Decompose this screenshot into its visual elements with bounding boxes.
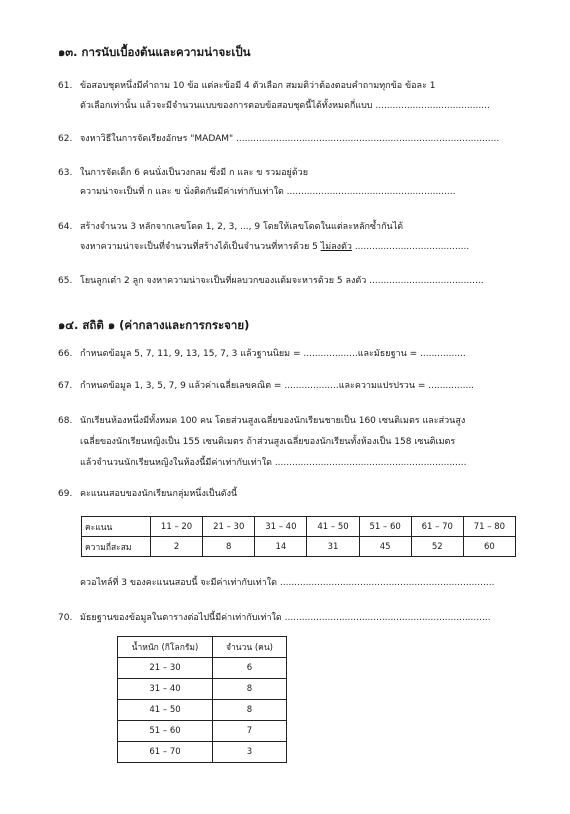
question-63 xyxy=(58,167,308,179)
score-frequency-table xyxy=(81,516,516,557)
question-64-line2 xyxy=(80,241,469,253)
question-number: 64. xyxy=(58,222,73,232)
table-cell: 21 – 30 xyxy=(118,658,213,679)
table-cell: 61 – 70 xyxy=(118,742,213,763)
table-cell: 7 xyxy=(213,721,287,742)
question-number: 67. xyxy=(58,381,73,391)
question-61 xyxy=(58,80,436,92)
question-61-line2: ตัวเลือกเท่านั้น แล้วจะมีจำนวนแบบของการตอบข้อสอบชุดนี้ได้ทั้งหมดกี่แบบ ........................................ xyxy=(80,101,490,111)
table-cell: 21 – 30 xyxy=(203,517,255,537)
table-cell: 11 – 20 xyxy=(151,517,203,537)
table-row xyxy=(118,700,287,721)
table-cell: 52 xyxy=(411,537,463,557)
table-cell: 61 – 70 xyxy=(411,517,463,537)
section-13-heading: ๑๓. การนับเบื้องต้นและความน่าจะเป็น xyxy=(58,45,251,59)
table-cell: 8 xyxy=(213,679,287,700)
table-cell: 41 – 50 xyxy=(307,517,359,537)
table-row xyxy=(118,742,287,763)
question-number: 62. xyxy=(58,134,73,144)
question-text-line: จงหาวิธีในการจัดเรียงอักษร "MADAM" ............................................................................................ xyxy=(80,134,500,144)
question-65 xyxy=(58,275,484,287)
table-row xyxy=(118,679,287,700)
table-row xyxy=(118,721,287,742)
section-14-heading: ๑๔. สถิติ ๑ (ค่ากลางและการกระจาย) xyxy=(58,318,250,332)
table-header-count: จำนวน (คน) xyxy=(213,637,287,658)
question-number: 69. xyxy=(58,489,73,499)
question-text-line: สร้างจำนวน 3 หลักจากเลขโดด 1, 2, 3, ..., 9 โดยให้เลขโดดในแต่ละหลักซ้ำกันได้ xyxy=(80,222,404,232)
table-cell: 3 xyxy=(213,742,287,763)
table-cell: 41 – 50 xyxy=(118,700,213,721)
question-70 xyxy=(58,612,491,624)
question-text-line: กำหนดข้อมูล 5, 7, 11, 9, 13, 15, 7, 3 แล้วฐานนิยม = ...................และมัธยฐาน = ................ xyxy=(80,349,466,359)
table-header-weight: น้ำหนัก (กิโลกรัม) xyxy=(118,637,213,658)
table-row xyxy=(118,637,287,658)
question-text-line: คะแนนสอบของนักเรียนกลุ่มหนึ่งเป็นดังนี้ xyxy=(80,489,238,499)
table-cell: 71 – 80 xyxy=(463,517,515,537)
table-header-cumulative-frequency: ความถี่สะสม xyxy=(82,537,151,557)
question-text-segment: จงหาความน่าจะเป็นที่จำนวนที่สร้างได้เป็นจำนวนที่หารด้วย 5 xyxy=(80,242,321,252)
question-text-line: นักเรียนห้องหนึ่งมีทั้งหมด 100 คน โดยส่วนสูงเฉลี่ยของนักเรียนชายเป็น 160 เซนติเมตร และส่วนสูง xyxy=(80,416,466,426)
table-cell: 45 xyxy=(359,537,411,557)
answer-blank: ........................................ xyxy=(351,242,470,252)
question-68 xyxy=(58,415,465,427)
table-cell: 51 – 60 xyxy=(359,517,411,537)
question-number: 66. xyxy=(58,349,73,359)
question-text-line: กำหนดข้อมูล 1, 3, 5, 7, 9 แล้วค่าเฉลี่ยเลขคณิต = ...................และความแปรปรวน = ................ xyxy=(80,381,475,391)
table-cell: 14 xyxy=(255,537,307,557)
table-cell: 8 xyxy=(203,537,255,557)
table-cell: 31 – 40 xyxy=(255,517,307,537)
table-row xyxy=(82,517,516,537)
question-64 xyxy=(58,221,403,233)
question-text-line: ข้อสอบชุดหนึ่งมีคำถาม 10 ข้อ แต่ละข้อมี 4 ตัวเลือก สมมติว่าต้องตอบคำถามทุกข้อ ข้อละ 1 xyxy=(80,81,436,91)
table-row xyxy=(118,658,287,679)
question-69-after: ควอไทล์ที่ 3 ของคะแนนสอบนี้ จะมีค่าเท่ากับเท่าใด ........................................................................... xyxy=(80,578,495,588)
table-cell: 6 xyxy=(213,658,287,679)
question-number: 70. xyxy=(58,613,73,623)
question-67 xyxy=(58,380,474,392)
question-number: 68. xyxy=(58,416,73,426)
question-text-line: มัธยฐานของข้อมูลในตารางต่อไปนี้มีค่าเท่ากับเท่าใด ........................................................................ xyxy=(80,613,491,623)
question-text-line: ในการจัดเด็ก 6 คนนั่งเป็นวงกลม ซึ่งมี ก และ ข รวมอยู่ด้วย xyxy=(80,168,308,178)
question-68-line3: แล้วจำนวนนักเรียนหญิงในห้องนี้มีค่าเท่ากับเท่าใด ................................................................... xyxy=(80,458,467,468)
table-cell: 31 – 40 xyxy=(118,679,213,700)
table-cell: 8 xyxy=(213,700,287,721)
question-number: 61. xyxy=(58,81,73,91)
question-text-line: โยนลูกเต๋า 2 ลูก จงหาความน่าจะเป็นที่ผลบวกของแต้มจะหารด้วย 5 ลงตัว ........................................ xyxy=(80,276,484,286)
table-cell: 60 xyxy=(463,537,515,557)
table-row xyxy=(82,537,516,557)
question-number: 65. xyxy=(58,276,73,286)
table-cell: 51 – 60 xyxy=(118,721,213,742)
question-63-line2: ความน่าจะเป็นที่ ก และ ข นั่งติดกันมีค่าเท่ากับเท่าใด ........................................................... xyxy=(80,187,456,197)
table-cell: 2 xyxy=(151,537,203,557)
table-header-score: คะแนน xyxy=(82,517,151,537)
weight-count-table xyxy=(117,636,287,763)
question-66 xyxy=(58,348,466,360)
question-69 xyxy=(58,488,237,500)
question-68-line2: เฉลี่ยของนักเรียนหญิงเป็น 155 เซนติเมตร ถ้าส่วนสูงเฉลี่ยของนักเรียนทั้งห้องเป็น 158 เซนติเมตร xyxy=(80,437,456,447)
underlined-text: ไม่ลงตัว xyxy=(320,242,352,252)
question-number: 63. xyxy=(58,168,73,178)
table-cell: 31 xyxy=(307,537,359,557)
question-62 xyxy=(58,133,499,145)
